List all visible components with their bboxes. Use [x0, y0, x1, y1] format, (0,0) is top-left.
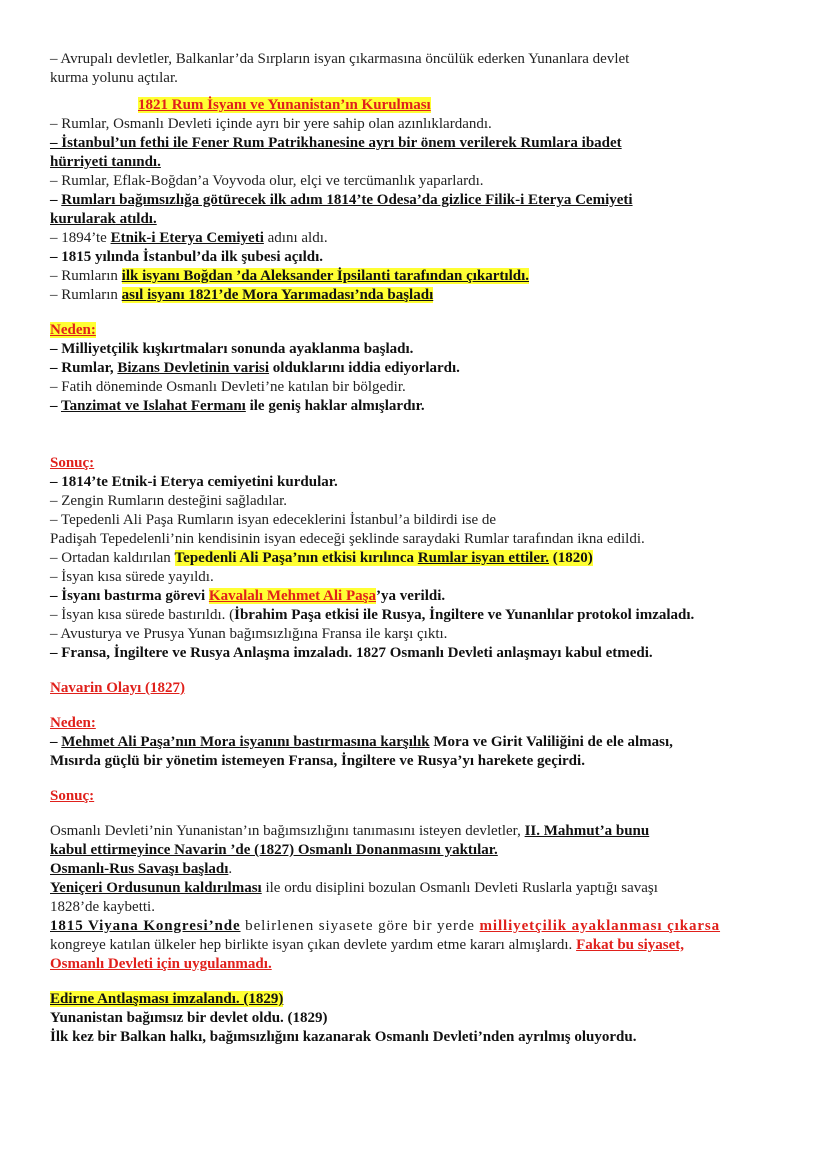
rum-line: – Rumlar, Eflak-Boğdan’a Voyvoda olur, elçi ve tercümanlık yaparlardı.	[50, 173, 484, 189]
sonuc-line: Padişah Tepedelenli’nin kendisinin isyan edeceği şeklinde saraydaki Rumlar tarafından ikna edildi.	[50, 531, 645, 547]
sonuc-line: – Avusturya ve Prusya Yunan bağımsızlığına Fransa ile karşı çıktı.	[50, 626, 448, 642]
edirne-line: Yunanistan bağımsız bir devlet oldu. (1829)	[50, 1010, 328, 1026]
sonuc-line: 1815 Viyana Kongresi’nde belirlenen siyasete göre bir yerde milliyetçilik ayaklanması çıkarsa	[50, 918, 721, 934]
rum-line: – Rumların asıl isyanı 1821’de Mora Yarımadası’nda başladı	[50, 287, 434, 303]
neden-line: – Mehmet Ali Paşa’nın Mora isyanını bastırmasına karşılık Mora ve Girit Valiliğini de ele alması,	[50, 734, 673, 750]
sonuc-line: – Ortadan kaldırılan Tepedenli Ali Paşa’nın etkisi kırılınca Rumlar isyan ettiler. (1820)	[50, 550, 593, 566]
sonuc-heading: Sonuç:	[50, 788, 95, 804]
rum-line: – Rumlar, Osmanlı Devleti içinde ayrı bir yere sahip olan azınlıklardandı.	[50, 116, 492, 132]
sonuc-line: Osmanlı Devleti için uygulanmadı.	[50, 956, 272, 972]
sonuc-line: kabul ettirmeyince Navarin ’de (1827) Osmanlı Donanmasını yaktılar.	[50, 842, 498, 858]
neden-line: Mısırda güçlü bir yönetim istemeyen Fransa, İngiltere ve Rusya’yı harekete geçirdi.	[50, 753, 585, 769]
intro-line: – Avrupalı devletler, Balkanlar’da Sırpların isyan çıkarmasına öncülük ederken Yunanlara devlet	[50, 51, 630, 67]
sonuc-line: – Tepedenli Ali Paşa Rumların isyan edeceklerini İstanbul’a bildirdi ise de	[50, 512, 497, 528]
sonuc-heading: Sonuç:	[50, 455, 95, 471]
rum-line: – 1894’te Etnik-i Eterya Cemiyeti adını aldı.	[50, 230, 328, 246]
rum-line: – Rumların ilk isyanı Boğdan ’da Aleksander İpsilanti tarafından çıkartıldı.	[50, 268, 529, 284]
rum-line: – İstanbul’un fethi ile Fener Rum Patrikhanesine ayrı bir önem verilerek Rumlara ibadet	[50, 135, 622, 151]
sonuc-line: Osmanlı-Rus Savaşı başladı.	[50, 861, 233, 877]
sonuc-line: Osmanlı Devleti’nin Yunanistan’ın bağımsızlığını tanımasını isteyen devletler, II. Mahmut’a bunu	[50, 823, 650, 839]
neden-line: – Milliyetçilik kışkırtmaları sonunda ayaklanma başladı.	[50, 341, 414, 357]
sonuc-line: – İsyan kısa sürede bastırıldı. (İbrahim Paşa etkisi ile Rusya, İngiltere ve Yunanlılar protokol imzaladı.	[50, 607, 695, 623]
rum-line: – 1815 yılında İstanbul’da ilk şubesi açıldı.	[50, 249, 324, 265]
neden-line: – Tanzimat ve Islahat Fermanı ile geniş haklar almışlardır.	[50, 398, 425, 414]
sonuc-line: Yeniçeri Ordusunun kaldırılması ile ordu disiplini bozulan Osmanlı Devleti Ruslarla yaptığı savaşı	[50, 880, 658, 896]
sonuc-line: – Fransa, İngiltere ve Rusya Anlaşma imzaladı. 1827 Osmanlı Devleti anlaşmayı kabul etmedi.	[50, 645, 653, 661]
neden-line: – Fatih döneminde Osmanlı Devleti’ne katılan bir bölgedir.	[50, 379, 406, 395]
sonuc-line: – Zengin Rumların desteğini sağladılar.	[50, 493, 288, 509]
neden-heading: Neden:	[50, 715, 96, 731]
edirne-line: İlk kez bir Balkan halkı, bağımsızlığını kazanarak Osmanlı Devleti’nden ayrılmış oluyordu.	[50, 1029, 637, 1045]
sonuc-line: – İsyanı bastırma görevi Kavalalı Mehmet Ali Paşa’ya verildi.	[50, 588, 446, 604]
neden-line: – Rumlar, Bizans Devletinin varisi olduklarını iddia ediyorlardı.	[50, 360, 460, 376]
neden-heading: Neden:	[50, 322, 96, 338]
navarin-title: Navarin Olayı (1827)	[50, 680, 185, 696]
sonuc-line: – 1814’te Etnik-i Eterya cemiyetini kurdular.	[50, 474, 338, 490]
edirne-title: Edirne Antlaşması imzalandı. (1829)	[50, 991, 284, 1007]
rum-line: hürriyeti tanındı.	[50, 154, 161, 170]
intro-line: kurma yolunu açtılar.	[50, 70, 178, 86]
rum-line: – Rumları bağımsızlığa götürecek ilk adım 1814’te Odesa’da gizlice Filik-i Eterya Cemiyeti	[50, 192, 633, 208]
rum-section-title: 1821 Rum İsyanı ve Yunanistan’ın Kurulması	[138, 97, 431, 113]
sonuc-line: kongreye katılan ülkeler hep birlikte isyan çıkan devlete yardım etme kararı almışlardı. Fakat bu siyaset,	[50, 937, 684, 953]
rum-line: kurularak atıldı.	[50, 211, 157, 227]
sonuc-line: 1828’de kaybetti.	[50, 899, 155, 915]
sonuc-line: – İsyan kısa sürede yayıldı.	[50, 569, 214, 585]
